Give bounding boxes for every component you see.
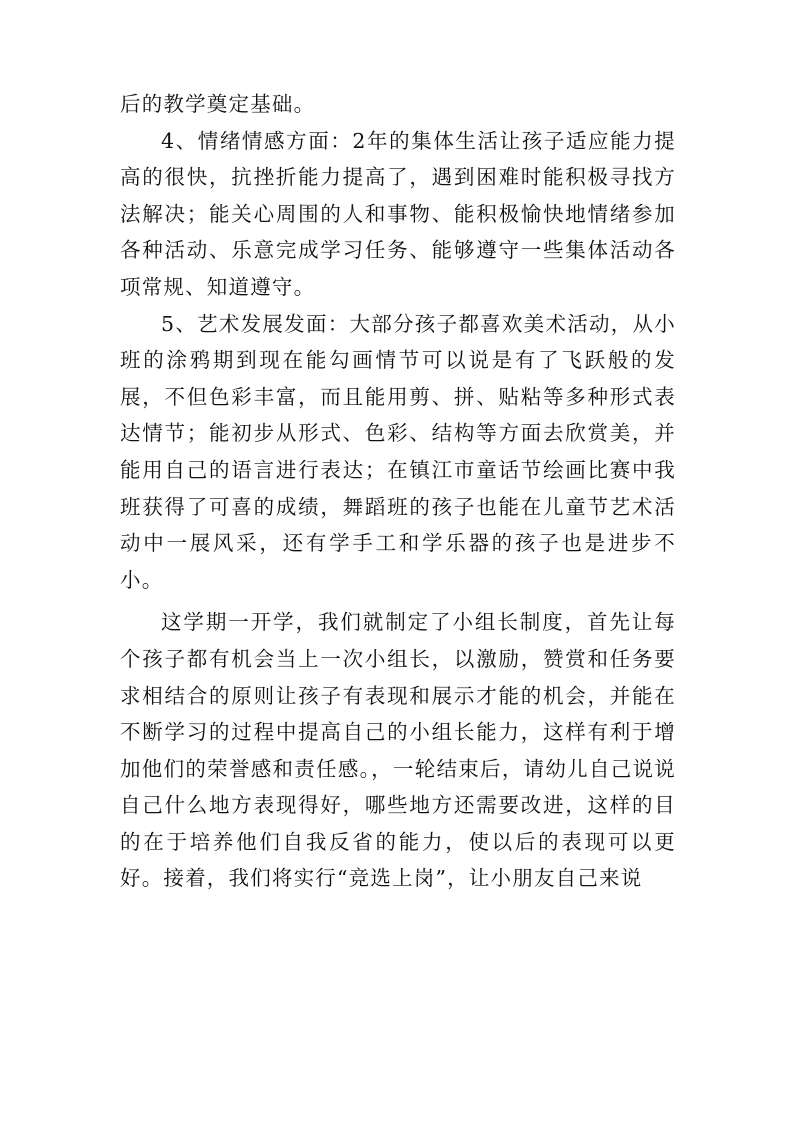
document-body (120, 86, 676, 897)
paragraph-emotion: 4、情绪情感方面：2年的集体生活让孩子适应能力提高的很快，抗挫折能力提高了，遇到困难时能积极寻找方法解决；能关心周围的人和事物、能积极愉快地情绪参加各种活动、乐意完成学习任务、能够遵守一些集体活动各项常规、知道遵守。 (120, 128, 676, 299)
paragraph-art: 5、艺术发展发面：大部分孩子都喜欢美术活动，从小班的涂鸦期到现在能勾画情节可以说是有了飞跃般的发展，不但色彩丰富，而且能用剪、拼、贴粘等多种形式表达情节；能初步从形式、色彩、结构等方面去欣赏美，并能用自己的语言进行表达；在镇江市童话节绘画比赛中我班获得了可喜的成绩，舞蹈班的孩子也能在儿童节艺术活动中一展风采，还有学手工和学乐器的孩子也是进步不小。 (120, 311, 676, 592)
paragraph-continuation: 后的教学奠定基础。 (120, 92, 316, 116)
paragraph-group-leader: 这学期一开学，我们就制定了小组长制度，首先让每个孩子都有机会当上一次小组长，以激励，赞赏和任务要求相结合的原则让孩子有表现和展示才能的机会，并能在不断学习的过程中提高自己的小组长能力，这样有利于增加他们的荣誉感和责任感。，一轮结束后，请幼儿自己说说自己什么地方表现得好，哪些地方还需要改进，这样的目的在于培养他们自我反省的能力，使以后的表现可以更好。接着，我们将实行“竞选上岗”，让小朋友自己来说 (120, 610, 676, 891)
